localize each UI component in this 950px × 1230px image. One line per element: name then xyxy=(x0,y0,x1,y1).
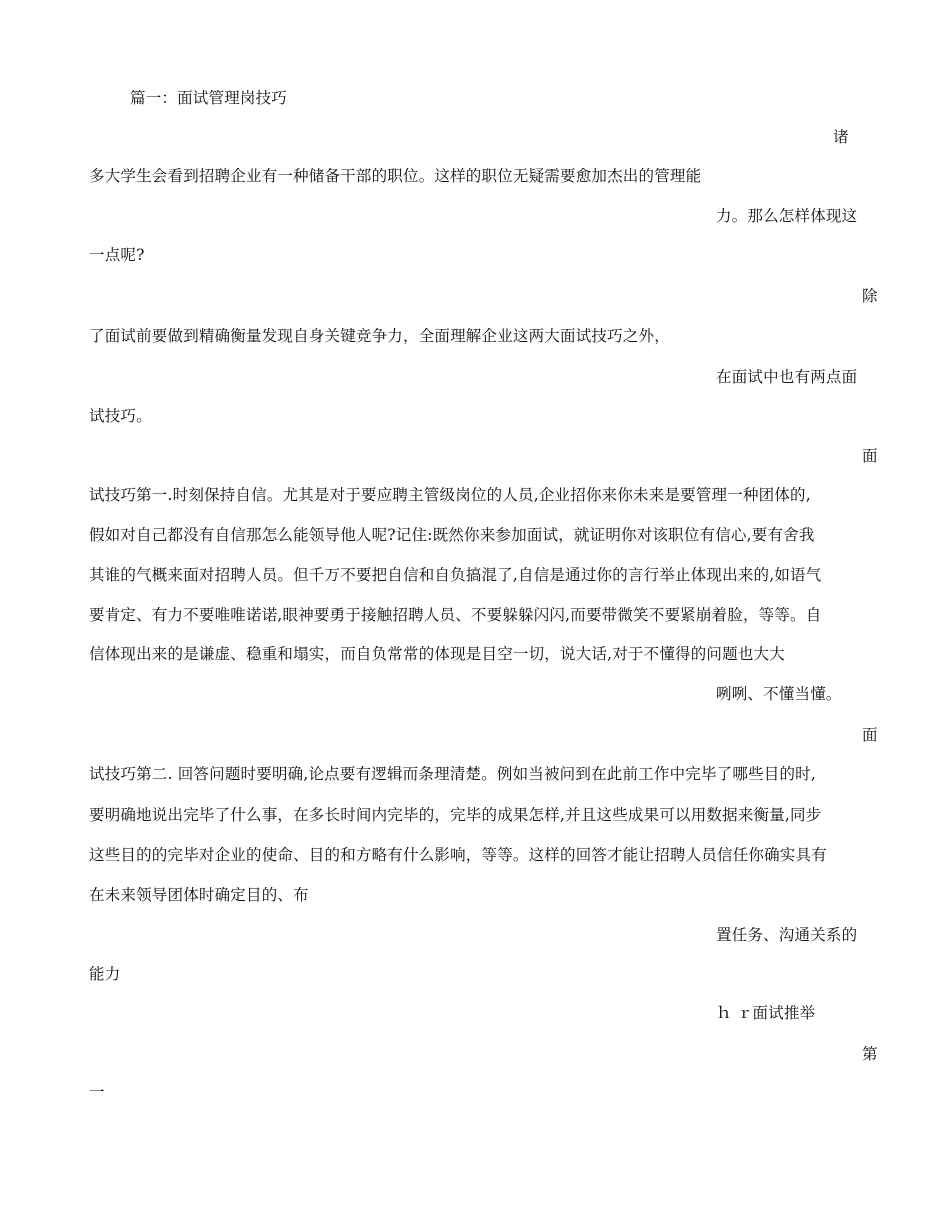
text-line: 试技巧第一.时刻保持自信。尤其是对于要应聘主管级岗位的人员,企业招你来你未来是要管理一种团体的, xyxy=(89,486,811,504)
text-line: 要肯定、有力不要唯唯诺诺,眼神要勇于接触招聘人员、不要躲躲闪闪,而要带微笑不要紧崩着脸，等等。自 xyxy=(89,606,822,624)
text-line: 试技巧第二. 回答问题时要明确,论点要有逻辑而条理清楚。例如当被问到在此前工作中完毕了哪些目的时, xyxy=(89,765,817,783)
text-line: 在未来领导团体时确定目的、布 xyxy=(89,886,309,904)
text-line: 其谁的气概来面对招聘人员。但千万不要把自信和自负搞混了,自信是通过你的言行举止体现出来的,如语气 xyxy=(89,566,822,584)
text-line: 咧咧、不懂当懂。 xyxy=(716,685,842,703)
text-line: 置任务、沟通关系的 xyxy=(716,926,858,944)
text-line: 了面试前要做到精确衡量发现自身关键竞争力，全面理解企业这两大面试技巧之外， xyxy=(89,327,670,345)
text-line: 信体现出来的是谦虚、稳重和塌实，而自负常常的体现是目空一切，说大话,对于不懂得的问题也大大 xyxy=(89,645,785,663)
text-line: 要明确地说出完毕了什么事，在多长时间内完毕的，完毕的成果怎样,并且这些成果可以用数据来衡量,同步 xyxy=(89,806,822,824)
text-line: 一点呢? xyxy=(89,246,145,264)
text-line: ｈ ｒ面试推举 xyxy=(716,1004,816,1022)
text-line: 这些目的的完毕对企业的使命、目的和方略有什么影响，等等。这样的回答才能让招聘人员信任你确实具有 xyxy=(89,846,827,864)
text-line: 一 xyxy=(89,1083,105,1101)
text-line: 假如对自己都没有自信那怎么能领导他人呢?记住:既然你来参加面试，就证明你对该职位有信心,要有舍我 xyxy=(89,526,815,544)
text-line: 多大学生会看到招聘企业有一种储备干部的职位。这样的职位无疑需要愈加杰出的管理能 xyxy=(89,167,702,185)
text-line: 试技巧。 xyxy=(89,407,152,425)
section-heading: 篇一：面试管理岗技巧 xyxy=(130,89,288,107)
text-line: 面 xyxy=(862,447,878,465)
text-line: 面 xyxy=(862,726,878,744)
text-line: 第 xyxy=(862,1045,878,1063)
text-line: 在面试中也有两点面 xyxy=(716,368,858,386)
text-line: 除 xyxy=(862,287,878,305)
text-line: 能力 xyxy=(89,965,121,983)
text-line: 诸 xyxy=(833,128,849,146)
text-line: 力。那么怎样体现这 xyxy=(716,207,858,225)
